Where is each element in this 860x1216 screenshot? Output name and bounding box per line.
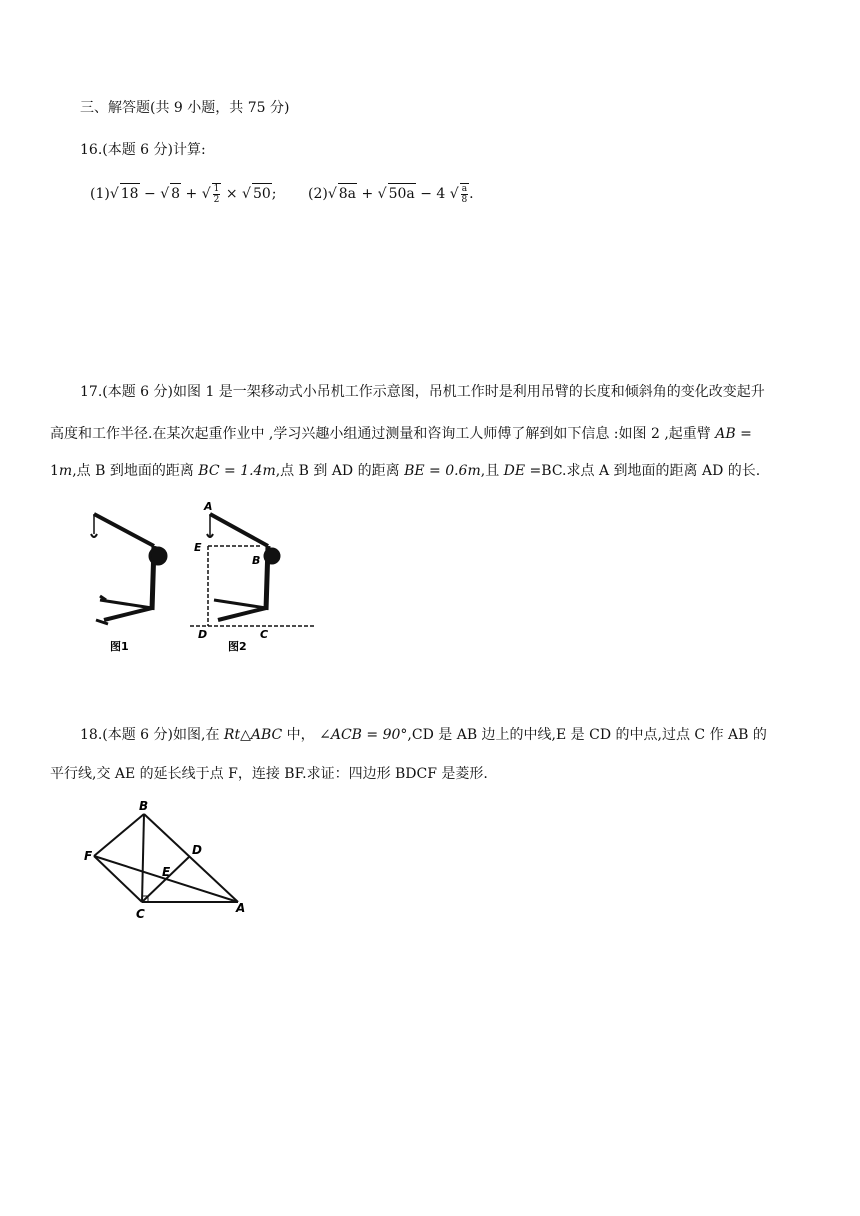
q18-label-b: B: [139, 799, 149, 813]
q18-label-d: D: [192, 843, 202, 857]
q16-p2-num: a: [461, 184, 468, 194]
q18-label-a: A: [236, 901, 246, 915]
segment-bf: [94, 814, 144, 856]
q17-line3-seg-0: 1: [50, 463, 59, 479]
q17-line2: [50, 424, 752, 444]
fig2-caption: 图2: [228, 640, 247, 653]
fig2-label-b: B: [252, 554, 261, 567]
q18-line1-math2: ∠ACB = 90°: [319, 727, 408, 743]
q18-label-e: E: [162, 865, 171, 879]
crane-figure-1: [91, 514, 166, 624]
q17-line3: [50, 461, 760, 481]
segment-ba: [144, 814, 238, 902]
q16-p1-den: 2: [213, 195, 220, 205]
q17-line3-seg-1: m: [58, 463, 73, 479]
section-title: 三、解答题(共 9 小题，共 75 分): [80, 100, 290, 116]
q16-part2-label: (2): [308, 186, 328, 202]
q16-p1-radicand1: 18: [120, 183, 140, 204]
q17-line3-seg-5: BE = 0.6m: [404, 463, 481, 479]
q17-line3-seg-3: BC = 1.4m: [198, 463, 276, 479]
q16-header: 16.(本题 6 分)计算:: [80, 142, 206, 158]
rhombus-diagram: [94, 814, 238, 902]
q18-line1: [80, 725, 767, 745]
fig2-label-a: A: [204, 500, 213, 513]
q17-line1: 17.(本题 6 分)如图 1 是一架移动式小吊机工作示意图，吊机工作时是利用吊臂的长度和倾斜角的变化改变起升: [80, 384, 765, 400]
segment-fa: [94, 856, 238, 902]
q16-p2-den: 8: [461, 195, 468, 205]
q16-p2-radicand2: 50a: [388, 183, 416, 204]
q16-p2-radicand1: 8a: [338, 183, 357, 204]
q18-figure: [80, 798, 260, 928]
q16-part1: (1)√ 18 − √ 8 + √ $\frac{1}{2}$ × √ 50;: [90, 184, 277, 205]
q18-line2: 平行线,交 AE 的延长线于点 F，连接 BF.求证：四边形 BDCF 是菱形.: [50, 766, 488, 782]
q18-line1-math1: Rt△ABC: [223, 727, 283, 743]
crane-figure-2: [190, 514, 316, 626]
q17-line3-seg-7: DE: [503, 463, 526, 479]
fig2-label-d: D: [198, 628, 208, 641]
q16-part1-label: (1): [90, 186, 110, 202]
q16-p2-fraction: [460, 183, 469, 205]
q17-line3-seg-4: ,点 B 到 AD 的距离: [275, 463, 405, 479]
q16-part2: (2)√ 8a + √ 50a − 4 √ $\frac{a}{8}$ .: [308, 184, 474, 205]
q18-line1-text-b: 中，: [282, 727, 320, 743]
q17-line3-seg-6: ,且: [480, 463, 504, 479]
segment-bc: [142, 814, 144, 902]
q18-line1-text-a: 18.(本题 6 分)如图,在: [80, 727, 224, 743]
q18-line1-text-c: ,CD 是 AB 边上的中线,E 是 CD 的中点,过点 C 作 AB 的: [407, 727, 767, 743]
q17-line2-math: AB =: [715, 426, 752, 442]
q16-p1-radicand3: 50: [252, 183, 272, 204]
q18-label-f: F: [84, 849, 93, 863]
q17-line3-seg-2: ,点 B 到地面的距离: [72, 463, 199, 479]
fig2-label-c: C: [260, 628, 269, 641]
q16-p1-radicand2: 8: [170, 183, 181, 204]
q16-p2-coef: 4: [436, 186, 446, 202]
fig2-label-e: E: [194, 541, 202, 554]
q17-line2-text: 高度和工作半径.在某次起重作业中 ,学习兴趣小组通过测量和咨询工人师傅了解到如下信息 :如图 2 ,起重臂: [50, 426, 711, 442]
q16-p1-num: 1: [213, 184, 220, 194]
fig1-caption: 图1: [110, 640, 129, 653]
q17-line3-seg-8: =BC.求点 A 到地面的距离 AD 的长.: [525, 463, 761, 479]
q16-p1-fraction: [212, 183, 222, 205]
q18-label-c: C: [136, 907, 145, 921]
q17-figures: [80, 500, 380, 660]
